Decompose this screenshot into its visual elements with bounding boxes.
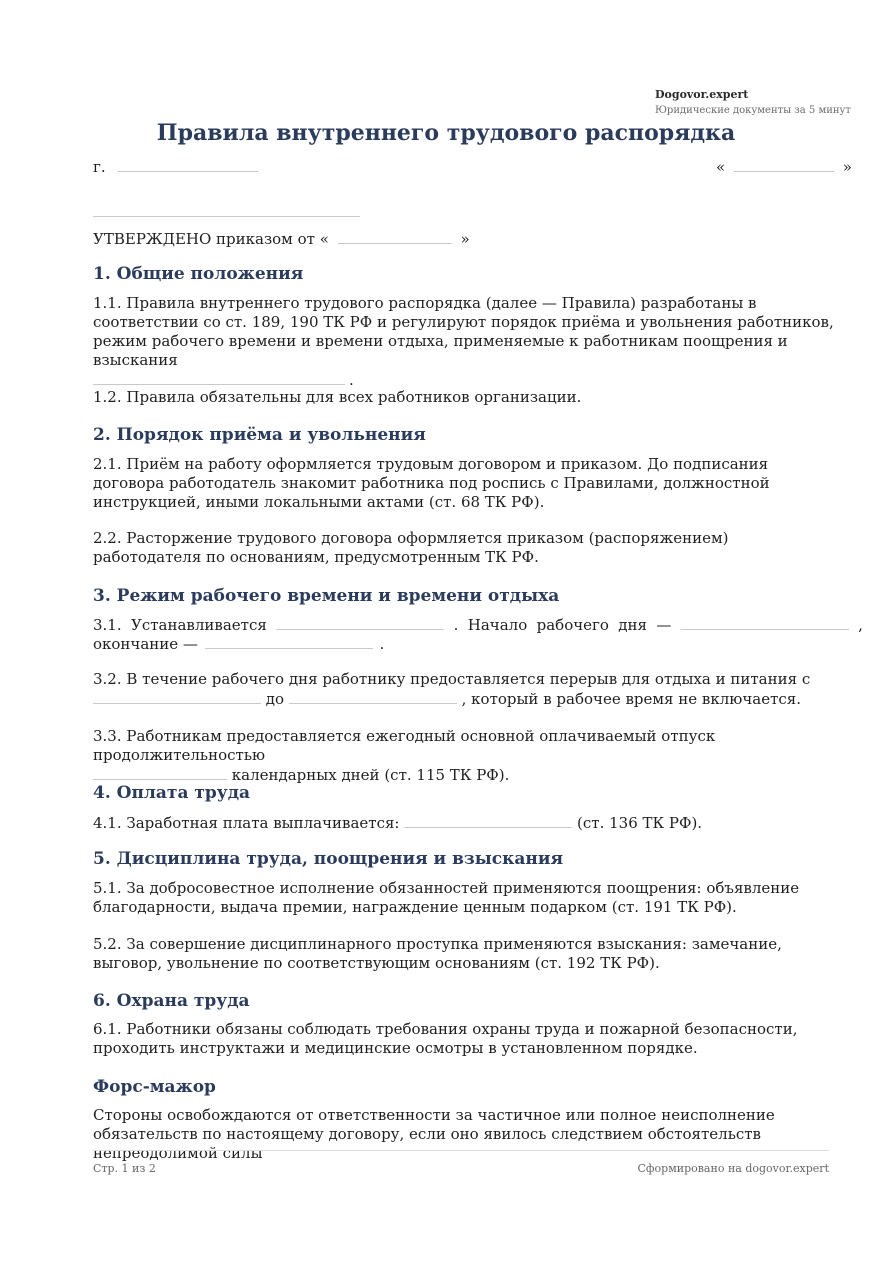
brand-tagline: Юридические документы за 5 минут: [655, 105, 851, 116]
break-start-blank[interactable]: [93, 689, 261, 704]
paragraph-3-3: [93, 727, 838, 785]
work-mode-blank[interactable]: [276, 615, 444, 630]
paragraph-3-2-c: , который в рабочее время не включается.: [461, 690, 801, 708]
paragraph-4-1-b: (ст. 136 ТК РФ).: [577, 814, 703, 832]
paragraph-3-2-b: до: [265, 690, 285, 708]
paragraph-1-1-end: .: [349, 371, 354, 389]
section-heading-general: 1. Общие положения: [93, 264, 304, 284]
document-title: Правила внутреннего трудового распорядка: [156, 120, 736, 146]
paragraph-force-majeure: Стороны освобождаются от ответственности за частичное или полное неисполнение обязательств по настоящему договору, если оно явилось следствием обстоятельств непреодолимой силы: [93, 1106, 775, 1162]
date-blank[interactable]: [734, 157, 834, 172]
paragraph-3-1-e: .: [379, 635, 385, 653]
section-heading-safety: 6. Охрана труда: [93, 991, 250, 1011]
brand-block: [655, 88, 851, 118]
city-blank[interactable]: [118, 157, 258, 172]
approved-date-blank[interactable]: [338, 229, 452, 244]
approved-prefix: УТВЕРЖДЕНО приказом от «: [93, 230, 329, 248]
paragraph-3-1-b: . Начало рабочего дня —: [453, 616, 672, 634]
paragraph-3-3-b: календарных дней (ст. 115 ТК РФ).: [231, 766, 510, 784]
approved-suffix: »: [460, 230, 470, 248]
paragraph-3-1-line1: [93, 615, 863, 635]
paragraph-2-2: 2.2. Расторжение трудового договора оформляется приказом (распоряжением) работодателя по основаниям, предусмотренным ТК РФ.: [93, 529, 729, 566]
footer-divider: [93, 1150, 829, 1151]
section-heading-hiring: 2. Порядок приёма и увольнения: [93, 425, 426, 445]
city-row: [93, 157, 258, 176]
footer-page-number: Стр. 1 из 2: [93, 1162, 156, 1175]
section-heading-discipline: 5. Дисциплина труда, поощрения и взыскания: [93, 849, 564, 869]
paragraph-1-2: 1.2. Правила обязательны для всех работников организации.: [93, 388, 582, 406]
brand-name: Dogovor.expert: [655, 88, 749, 101]
section-heading-working-time: 3. Режим рабочего времени и времени отдыха: [93, 586, 560, 606]
section-heading-payment: 4. Оплата труда: [93, 783, 251, 803]
approved-row: [93, 229, 470, 249]
city-label: г.: [93, 158, 106, 176]
paragraph-4-1: [93, 813, 838, 833]
paragraph-2-1: 2.1. Приём на работу оформляется трудовым договором и приказом. До подписания договора работодатель знакомит работника под роспись с Правилами, должностной инструкцией, иными локальными актами (ст. 68 ТК РФ).: [93, 455, 770, 511]
date-open-quote: «: [716, 158, 726, 176]
workday-start-blank[interactable]: [681, 615, 849, 630]
salary-terms-blank[interactable]: [404, 813, 572, 828]
paragraph-3-1-c: ,: [858, 616, 863, 634]
paragraph-3-1-a: 3.1. Устанавливается: [93, 616, 267, 634]
paragraph-3-2: [93, 670, 838, 709]
workday-end-blank[interactable]: [205, 634, 373, 649]
paragraph-1-1-text: 1.1. Правила внутреннего трудового распорядка (далее — Правила) разработаны в соответствии со ст. 189, 190 ТК РФ и регулируют порядок приёма и увольнения работников, режим рабочего времени и времени отдыха, применяемые к работникам поощрения и взыскания: [93, 294, 834, 369]
vacation-days-blank[interactable]: [93, 765, 227, 780]
sanctions-blank[interactable]: [93, 370, 345, 385]
paragraph-5-1: 5.1. За добросовестное исполнение обязанностей применяются поощрения: объявление благодарности, выдача премии, награждение ценным подарком (ст. 191 ТК РФ).: [93, 879, 800, 916]
paragraph-1-1: [93, 294, 838, 390]
paragraph-5-2: 5.2. За совершение дисциплинарного проступка применяются взыскания: замечание, выговор, увольнение по соответствующим основаниям (ст. 192 ТК РФ).: [93, 935, 782, 972]
section-heading-force-majeure: Форс-мажор: [93, 1077, 216, 1097]
paragraph-6-1: 6.1. Работники обязаны соблюдать требования охраны труда и пожарной безопасности, проходить инструктажи и медицинские осмотры в установленном порядке.: [93, 1020, 798, 1057]
paragraph-3-1-line2: [93, 634, 838, 654]
approval-signature-line[interactable]: [93, 216, 360, 217]
date-close-quote: »: [842, 158, 852, 176]
paragraph-3-2-a: 3.2. В течение рабочего дня работнику предоставляется перерыв для отдыха и питания с: [93, 670, 811, 688]
date-row: [716, 157, 852, 176]
footer-generated: Сформировано на dogovor.expert: [637, 1162, 829, 1175]
paragraph-3-3-a: 3.3. Работникам предоставляется ежегодный основной оплачиваемый отпуск продолжительностью: [93, 727, 716, 764]
break-end-blank[interactable]: [289, 689, 457, 704]
paragraph-3-1-d: окончание —: [93, 635, 198, 653]
paragraph-4-1-a: 4.1. Заработная плата выплачивается:: [93, 814, 400, 832]
